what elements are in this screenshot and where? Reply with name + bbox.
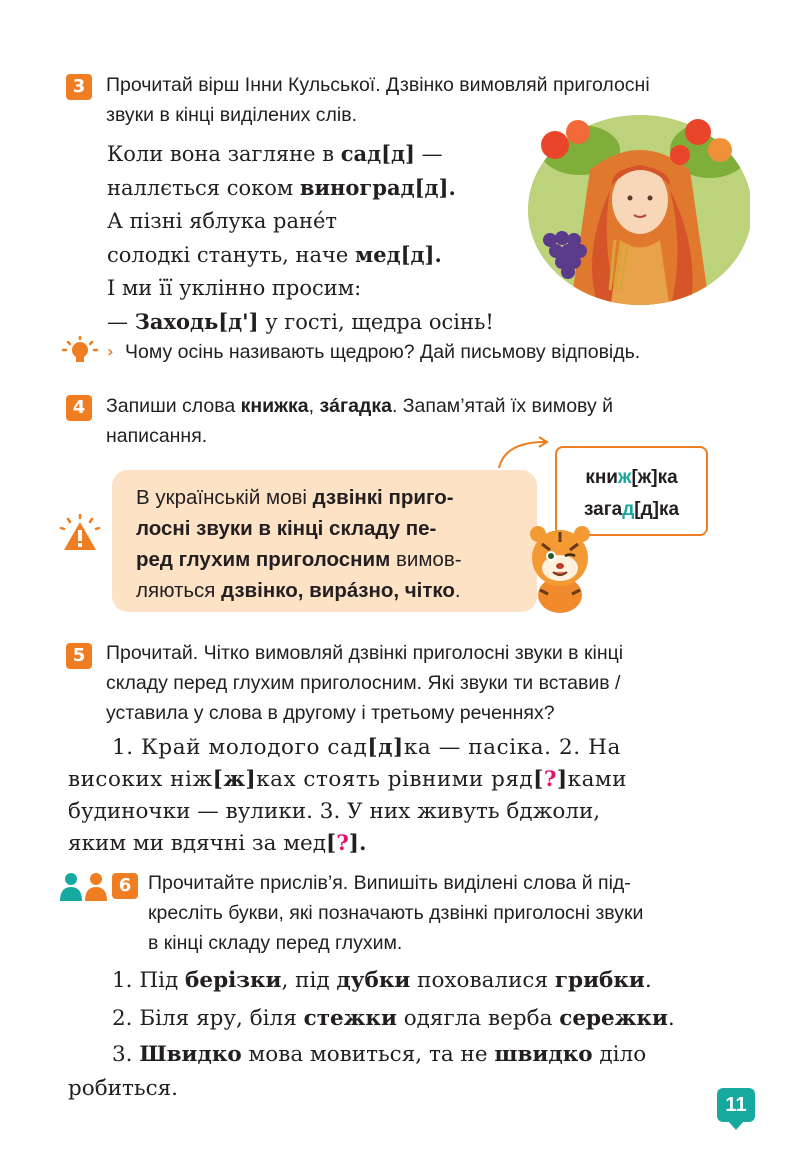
task-6-instruction-line2: кресліть букви, які позначають дзвінкі приголосні звуки bbox=[148, 902, 644, 924]
warning-icon bbox=[58, 514, 102, 554]
task-6-badge: 6 bbox=[112, 873, 138, 899]
rule-line-3: ред глухим приголосним вимов- bbox=[136, 548, 462, 571]
task-5-instruction bbox=[106, 638, 731, 728]
proverb-3-cont: робиться. bbox=[68, 1076, 179, 1101]
task-4-instruction-line1: Запиши слова книжка, зáгадка. Запам’ятай їх вимову й bbox=[106, 395, 614, 417]
lightbulb-icon bbox=[60, 336, 100, 366]
question-mark-placeholder[interactable]: ? bbox=[543, 767, 557, 792]
rule-line-1: В українській мові дзвінкі приго- bbox=[136, 486, 454, 509]
poem-line-6: — Заходь[д'] у гості, щедра осінь! bbox=[107, 309, 494, 334]
rule-line-2: лосні звуки в кінці складу пе- bbox=[136, 517, 437, 540]
task-5-line-1: 1. Край молодого сад[д]ка — пасіка. 2. На bbox=[112, 735, 621, 760]
proverb-3: 3. Швидко мова мовиться, та не швидко діло bbox=[112, 1042, 647, 1067]
tiger-mascot-illustration bbox=[520, 520, 600, 615]
task-5-line-3: будиночки — вулики. 3. У них живуть бджоли, bbox=[68, 799, 601, 824]
task-6-instruction-line1: Прочитайте прислів’я. Випишіть виділені слова й під- bbox=[148, 872, 631, 894]
task-3-instruction-line2: звуки в кінці виділених слів. bbox=[106, 104, 358, 126]
task-3-badge: 3 bbox=[66, 74, 92, 100]
word-zahadka: загад[д]ка bbox=[583, 499, 680, 520]
task-5-line-4: яким ми вдячні за мед[?]. bbox=[68, 831, 367, 856]
poem-line-4: солодкі стануть, наче мед[д]. bbox=[107, 242, 442, 267]
task-3-instruction-line1: Прочитай вірш Інни Кульської. Дзвінко вимовляй приголосні bbox=[106, 74, 650, 96]
word-knyzhka: книж[ж]ка bbox=[585, 467, 678, 488]
task-5-badge: 5 bbox=[66, 643, 92, 669]
task-5-instruction-line2: складу перед глухим приголосним. Які звуки ти вставив / bbox=[106, 672, 621, 694]
task-6-instruction bbox=[148, 868, 728, 958]
task-6-proverbs bbox=[68, 962, 710, 1106]
rule-line-4: ляються дзвінко, вирáзно, чітко. bbox=[136, 579, 461, 602]
poem-line-1: Коли вона загляне в сад[д] — bbox=[107, 141, 443, 166]
task-6-instruction-line3: в кінці складу перед глухим. bbox=[148, 932, 403, 954]
curved-arrow-icon bbox=[495, 432, 555, 472]
page-number-tail-icon bbox=[728, 1121, 744, 1130]
poem-line-5: І ми її уклінно просим: bbox=[107, 276, 362, 300]
bullet-chevron-icon: › bbox=[107, 342, 114, 361]
page-number: 11 bbox=[717, 1088, 755, 1122]
poem-line-2: наллється соком виноград[д]. bbox=[107, 175, 456, 200]
task-5-line-2: високих ніж[ж]ках стоять рівними ряд[?]ками bbox=[68, 767, 627, 792]
rule-box bbox=[112, 470, 537, 612]
pair-work-icon bbox=[58, 872, 110, 902]
autumn-girl-illustration bbox=[520, 110, 750, 310]
question-mark-placeholder[interactable]: ? bbox=[336, 831, 349, 856]
task-4-instruction bbox=[106, 391, 726, 451]
task-5-instruction-line3: уставила у слова в другому і третьому реченнях? bbox=[106, 702, 555, 724]
task-4-badge: 4 bbox=[66, 395, 92, 421]
task-3-question: Чому осінь називають щедрою? Дай письмову відповідь. bbox=[125, 341, 641, 363]
poem-line-3: А пізні яблука ранéт bbox=[107, 209, 338, 233]
task-5-exercise bbox=[68, 732, 710, 860]
task-5-instruction-line1: Прочитай. Чітко вимовляй дзвінкі приголосні звуки в кінці bbox=[106, 642, 624, 664]
rule-text bbox=[136, 482, 516, 606]
proverb-2: 2. Біля яру, біля стежки одягла верба сережки. bbox=[112, 1006, 675, 1031]
poem bbox=[107, 137, 567, 339]
proverb-1: 1. Під берізки, під дубки поховалися грибки. bbox=[112, 968, 652, 993]
task-4-instruction-line2: написання. bbox=[106, 425, 208, 447]
